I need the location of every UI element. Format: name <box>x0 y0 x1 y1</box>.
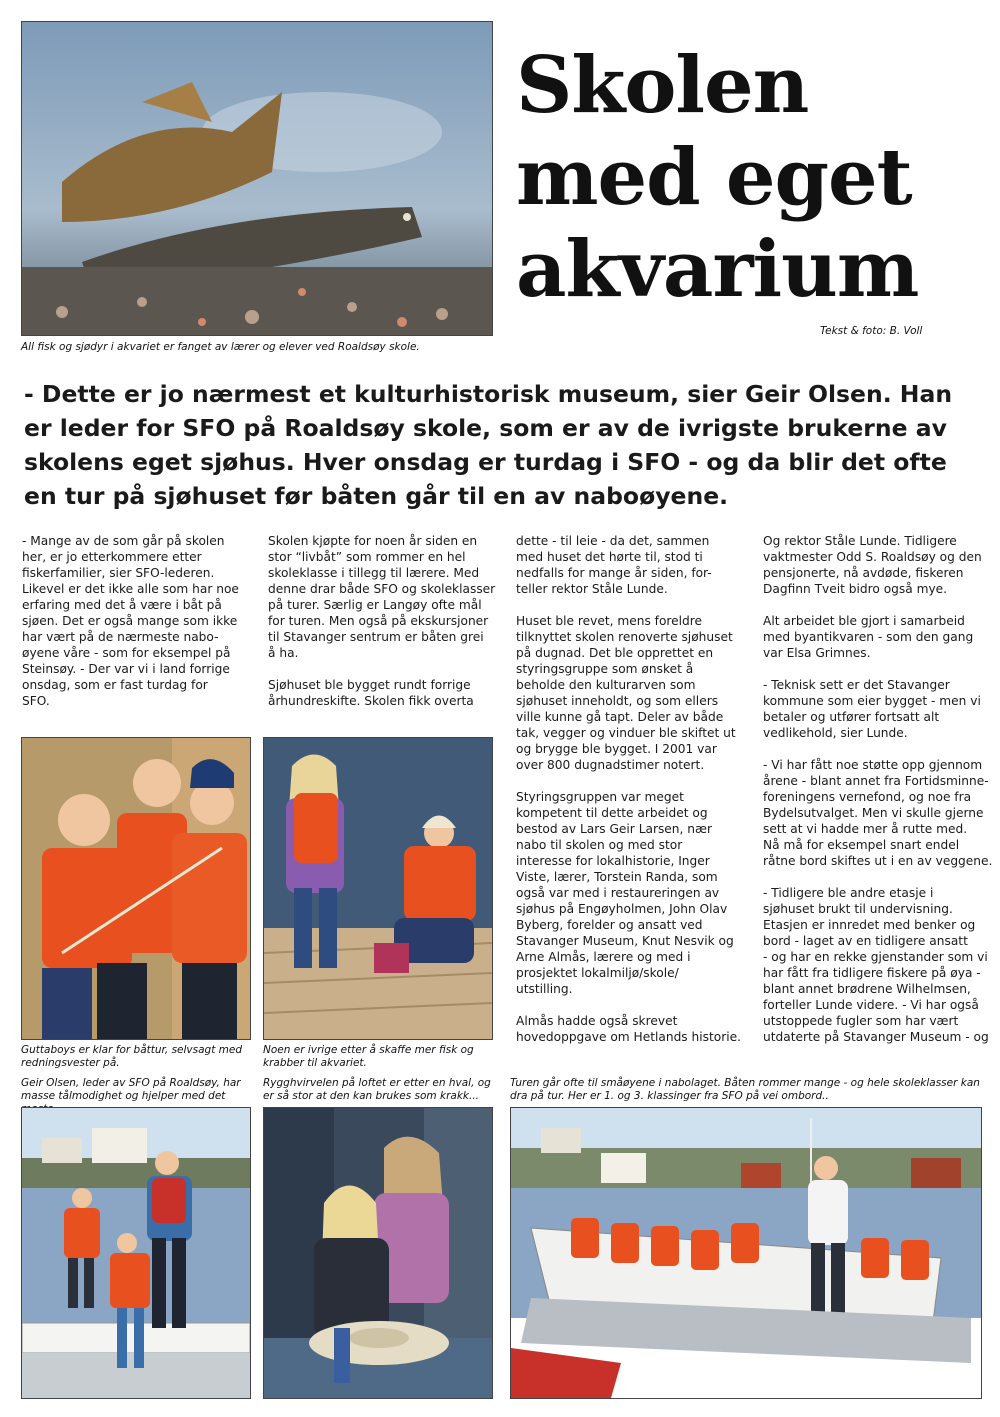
boys-caption: Guttaboys er klar for båttur, selvsagt med redningsvester på. <box>21 1044 243 1069</box>
byline-credit: Tekst & foto: B. Voll <box>820 325 923 337</box>
headline-line-2: med eget <box>516 132 912 223</box>
girls-caption: Noen er ivrige etter å skaffe mer fisk og krabber til akvariet. <box>263 1044 474 1069</box>
whale-caption: Rygghvirvelen på loftet er etter en hval, og er så stor at den kan brukes som krakk... <box>263 1077 491 1102</box>
headline-line-3: akvarium <box>516 224 919 315</box>
body-column-1 <box>22 533 252 725</box>
paragraph: Sjøhuset ble bygget rundt forrige århundreskifte. Skolen fikk overta <box>268 678 474 708</box>
body-column-2 <box>268 533 498 725</box>
paragraph: - Tidligere ble andre etasje i sjøhuset brukt til undervisning. Etasjen er innredet med benker og bord - laget av en tidligere ansatt - og har en rekke gjenstander som vi har fått fra tidligere fiskere på øya - blant annet brødrene Wilhelmsen, forteller Lunde videre. - Vi har også utstoppede fugler som har vært utdaterte på Stavanger Museum - og <box>763 886 989 1044</box>
paragraph: Alt arbeidet ble gjort i samarbeid med byantikvaren - som den gang var Elsa Grimnes. <box>763 614 974 660</box>
lead-paragraph: - Dette er jo nærmest et kulturhistorisk museum, sier Geir Olsen. Han er leder for SFO på Roaldsøy skole, som er av de ivrigste brukerne av skolens eget sjøhus. Hver onsdag er turdag i SFO - og da blir det ofte en tur på sjøhuset før båten går til en av naboøyene. <box>24 380 953 510</box>
paragraph: Styringsgruppen var meget kompetent til dette arbeidet og bestod av Lars Geir Larsen, nær nabo til skolen og med stor interesse for lokalhistorie, Inger Viste, lærer, Torstein Randa, som også var med i restaureringen av sjøhus på Engøyholmen, John Olav Byberg, forelder og ansatt ved Stavanger Museum, Knut Nesvik og Arne Almås, lærere og med i prosjektet lokalmiljø/skole/ utstilling. <box>516 790 734 996</box>
geir-caption: Geir Olsen, leder av SFO på Roaldsøy, har masse tålmodighet og hjelper med det <box>21 1077 241 1102</box>
boys-photo <box>21 737 251 1040</box>
body-column-3 <box>516 533 746 1061</box>
paragraph: Skolen kjøpte for noen år siden en stor “livbåt” som rommer en hel skoleklasse i tillegg til lærere. Med denne drar både SFO og skoleklasser på turer. Særlig er Langøy ofte mål for turen. Men også på ekskursjoner til Stavanger sentrum er båten grei å ha. <box>268 534 496 660</box>
paragraph: - Mange av de som går på skolen her, er jo etterkommere etter fiskerfamilier, sier SFO-lederen. Likevel er det ikke alle som har noe erfaring med det å være i båt på sjøen. Det er også mange som ikke har vært på de nærmeste nabo- øyene våre - som for eksempel på Steinsøy. - Der var vi i land forrige onsdag, som er fast turdag for SFO. <box>22 534 239 708</box>
geir-photo <box>21 1107 251 1399</box>
paragraph: dette - til leie - da det, sammen med huset det hørte til, stod ti nedfalls for mange år siden, for- teller rektor Ståle Lunde. <box>516 534 712 596</box>
boat-caption: Turen går ofte til småøyene i nabolaget. Båten rommer mange - og hele skoleklasser kan dra på tur. Her er 1. og 3. klassinger fra SFO på vei ombord.. <box>510 1077 980 1102</box>
whale-photo <box>263 1107 493 1399</box>
body-column-4 <box>763 533 995 1061</box>
boat-photo <box>510 1107 982 1399</box>
paragraph: - Teknisk sett er det Stavanger kommune som eier bygget - men vi betaler og utfører fortsatt alt vedlikehold, sier Lunde. <box>763 678 981 740</box>
headline-line-1: Skolen <box>516 40 809 131</box>
paragraph: Huset ble revet, mens foreldre tilknyttet skolen renoverte sjøhuset på dugnad. Det ble opprettet en styringsgruppe som ønsket å beholde den kulturarven som sjøhuset inneholdt, og som ellers ville kunne gå tapt. Deler av både tak, vegger og vinduer ble skiftet ut og brygge ble bygget. I 2001 var over 800 dugnadstimer notert. <box>516 614 736 772</box>
paragraph: - Vi har fått noe støtte opp gjennom årene - blant annet fra Fortidsminne- foreningens vernefond, og noe fra Bydelsutvalget. Men vi skulle gjerne sett at vi hadde mer å rutte med. Nå må for eksempel snart endel råtne bord skiftes ut i en av veggene. <box>763 758 993 868</box>
paragraph: Almås hadde også skrevet hovedoppgave om Hetlands historie. <box>516 1014 741 1044</box>
aquarium-caption: All fisk og sjødyr i akvariet er fanget av lærer og elever ved Roaldsøy skole. <box>21 341 420 353</box>
girls-photo <box>263 737 493 1040</box>
headline <box>516 40 986 316</box>
paragraph: Og rektor Ståle Lunde. Tidligere vaktmester Odd S. Roaldsøy og den pensjonerte, nå avdøde, fiskeren Dagfinn Tveit bidro også mye. <box>763 534 982 596</box>
aquarium-photo <box>21 21 493 336</box>
